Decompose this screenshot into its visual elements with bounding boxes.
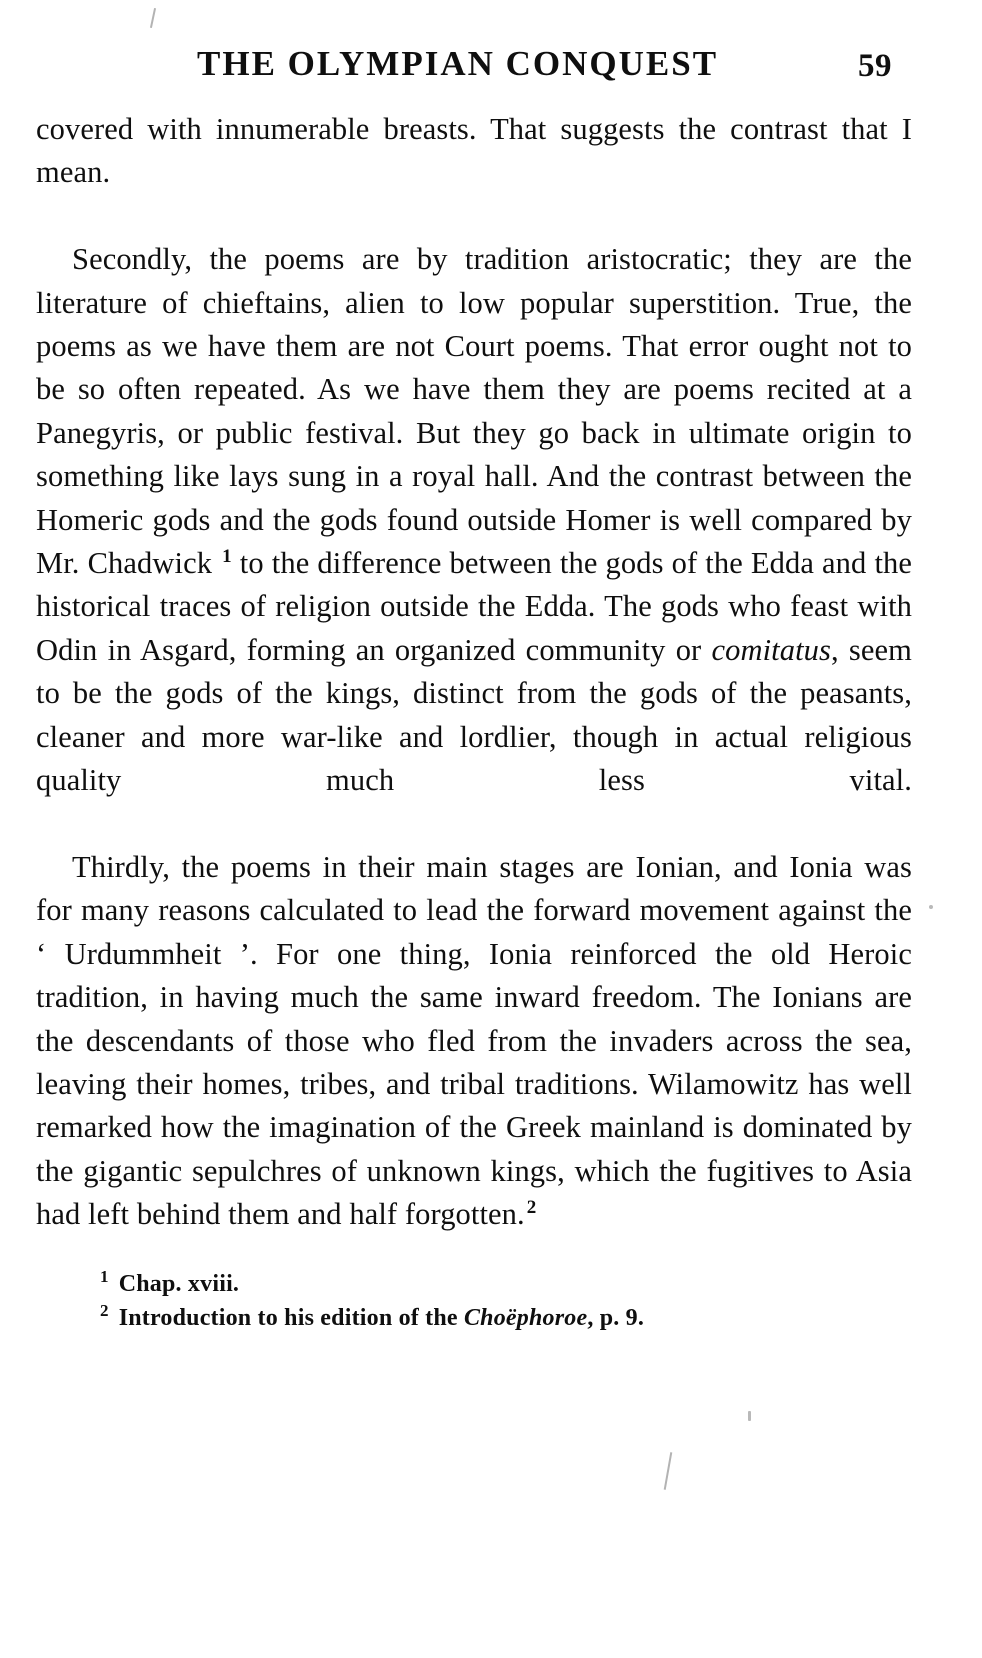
- page-number: 59: [858, 48, 892, 84]
- footnote-text: Chap. xviii.: [118, 1270, 240, 1297]
- paragraph: Secondly, the poems are by tradition aristocratic; they are the literature of chieftains, alien to low popular superstition. True, the poems as we have them are not Court poems. That error ought not to be so often repeated. As we have them they are poems recited at a Panegyris, or public festival. But they go back in ultimate origin to something like lays sung in a royal hall. And the contrast between the Homeric gods and the gods found outside Homer is well compared by Mr. Chadwick $^1$ to the difference between the gods of the Edda and the historical traces of religion outside the Edda. The gods who feast with Odin in Asgard, forming an organized community or comitatus, seem to be the gods of the kings, distinct from the gods of the peasants, cleaner and more war-like and lordlier, though in actual religious quality much less vital.: [36, 242, 913, 798]
- paragraph: Thirdly, the poems in their main stages are Ionian, and Ionia was for many reasons calculated to lead the forward movement against the ‘ Urdummheit ’. For one thing, Ionia reinforced the old Heroic tradition, in having much the same inward freedom. The Ionians are the descendants of those who fled from the invaders across the sea, leaving their homes, tribes, and tribal traditions. Wilamowitz has well remarked how the imagination of the Greek mainland is dominated by the gigantic sepulchres of unknown kings, which the fugitives to Asia had left behind them and half forgotten. $^2$: [36, 849, 912, 1232]
- scan-artifact-mark: [664, 1452, 673, 1490]
- footnote-reference[interactable]: 2: [526, 1197, 537, 1218]
- footnote-marker: 2: [100, 1300, 109, 1320]
- footnote-marker: 1: [100, 1266, 109, 1286]
- italic-text: comitatus: [711, 632, 832, 667]
- footnote: [100, 1301, 902, 1335]
- running-head-title: THE OLYMPIAN CONQUEST: [197, 44, 719, 83]
- footnote-text: Introduction to his edition of the Choëphoroe, p. 9.: [118, 1304, 645, 1331]
- footnote: [100, 1267, 902, 1301]
- footnote-reference[interactable]: 1: [222, 545, 232, 567]
- page-header: [22, 22, 922, 92]
- paragraph: covered with innumerable breasts. That suggests the contrast that I mean.: [36, 112, 912, 190]
- scan-artifact-speck: [929, 905, 933, 909]
- footnote-block: [22, 1267, 922, 1335]
- scan-artifact-speck: [748, 1411, 751, 1421]
- body-text-column: [22, 108, 922, 1237]
- italic-text: Choëphoroe: [463, 1304, 588, 1331]
